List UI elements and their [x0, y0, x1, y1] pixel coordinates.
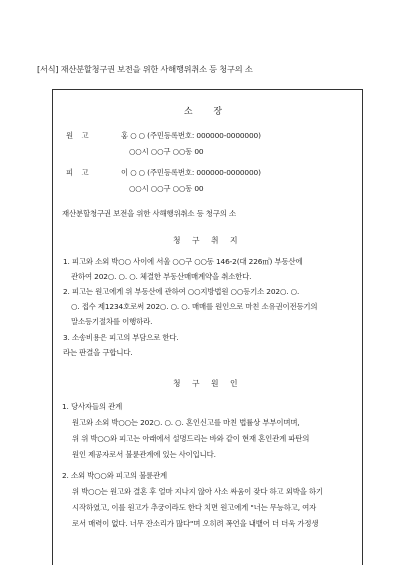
cause-line: 원고와 소외 박○○는 202○. ○. ○. 혼인신고를 마친 법률상 부부이며며,	[72, 418, 300, 427]
claim-line: 말소등기절차를 이행하라.	[71, 317, 153, 326]
plaintiff-name: 홍 ○ ○ (주민등록번호: 000000-0000000)	[121, 131, 261, 140]
cause-line: 1. 당사자들의 관계	[62, 402, 123, 411]
document-caption: [서식] 재산분할청구권 보전을 위한 사해행위취소 등 청구의 소	[37, 64, 253, 74]
defendant-address: ○○시 ○○구 ○○동 00	[129, 184, 204, 193]
claim-line: 관하여 202○. ○. ○. 체결한 부동산매매계약을 취소한다.	[71, 272, 252, 281]
cause-heading: 청 구 원 인	[172, 379, 243, 388]
defendant-label: 피 고	[66, 168, 92, 177]
claim-line: 1. 피고와 소외 박○○ 사이에 서울 ○○구 ○○동 146-2(대 226㎡) 부동산에	[63, 257, 303, 266]
cause-line: 로서 매력이 없다. 너무 잔소리가 많다"며 오히려 폭언을 내뱉어 더 더욱 가정생	[72, 519, 319, 528]
claim-line: 라는 판결을 구합니다.	[63, 348, 133, 357]
cause-line: 위 박○○는 원고와 결혼 후 얼마 지나지 않아 사소 싸움이 잦다 하고 외박을 하기	[72, 487, 323, 496]
claim-line: ○. 접수 제1234호로써 202○. ○. ○. 매매를 원인으로 마친 소유권이전등기의	[71, 302, 318, 311]
cause-line: 시작하였고, 이를 원고가 추궁이라도 한다 치면 원고에게 "너는 무능하고, 여자	[72, 503, 317, 512]
cause-line: 2. 소외 박○○와 피고의 불륜관계	[62, 471, 168, 480]
claim-line: 3. 소송비용은 피고의 부담으로 한다.	[63, 333, 179, 342]
cause-line: 위 위 박○○와 피고는 아래에서 설명드리는 바와 같이 현재 혼인관계 파탄의	[72, 434, 310, 443]
plaintiff-label: 원 고	[66, 131, 92, 140]
plaintiff-address: ○○시 ○○구 ○○동 00	[129, 147, 204, 156]
complaint-form	[52, 89, 363, 565]
claim-heading: 청 구 취 지	[172, 236, 243, 245]
document-title: 소 장	[183, 107, 232, 117]
cause-line: 원인 제공자로서 불륜관계에 있는 사이입니다.	[72, 450, 216, 459]
case-title: 재산분할청구권 보전을 위한 사해행위취소 등 청구의 소	[62, 209, 236, 218]
defendant-name: 이 ○ ○ (주민등록번호: 000000-0000000)	[121, 168, 261, 177]
claim-line: 2. 피고는 원고에게 위 부동산에 관하여 ○○지방법원 ○○등기소 202○. ○.	[63, 287, 300, 296]
